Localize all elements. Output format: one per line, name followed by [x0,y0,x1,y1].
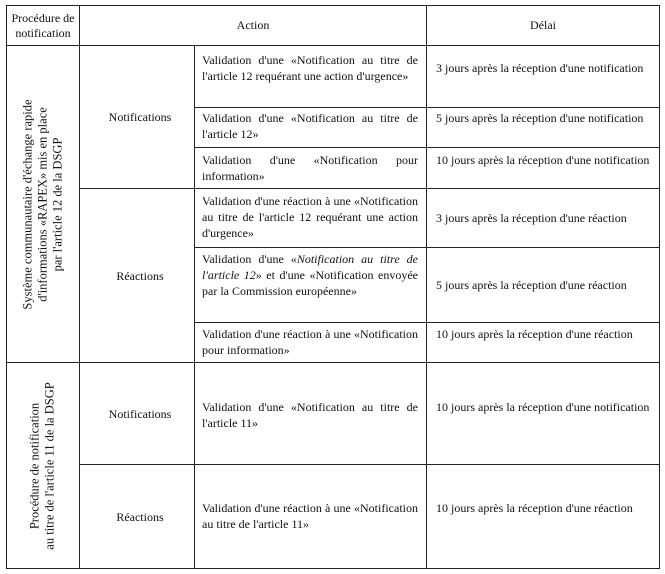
delai-cell: 3 jours après la réception d'une réaction [436,211,627,225]
rule [79,5,80,569]
group-title-line: Système communautaire d'échange rapide [20,98,35,310]
delai-text: 10 jours après la réception d'une notification [436,400,650,414]
rule [194,107,660,108]
rule [426,5,427,569]
rule [6,568,660,569]
rule [194,147,660,148]
delai-text: 10 jours après la réception d'une réaction [436,501,633,515]
subgroup-label-reactions: Réactions [116,268,164,283]
delai-cell [436,60,658,76]
action-cell: Validation d'une «Notification au titre de l'article 11» [202,400,418,430]
delai-text: 10 jours après la réception d'une notification [436,153,650,167]
group-title-line: par l'article 12 de la DSGP [50,137,65,271]
subgroup-label-notifications: Notifications [108,406,172,421]
delai-text: 5 jours après la réception d'une notification [436,111,644,125]
action-cell: Validation d'une «Notification pour information» [202,153,418,183]
action-cell: Validation d'une réaction à une «Notification au titre de l'article 12 requérant une action d'urgence» [202,194,418,240]
delai-text: 10 jours après la réception d'une réaction [436,327,633,341]
delai-cell: 5 jours après la réception d'une réaction [436,278,627,292]
delai-cell [436,110,658,126]
subgroup-label-notifications: Notifications [108,110,172,124]
delai-text: 3 jours après la réception d'une notification [436,61,644,75]
delai-cell [436,399,658,415]
rule [659,5,660,569]
delai-cell [436,326,658,342]
action-cell: Validation d'une réaction à une «Notification pour information» [202,327,418,357]
action-cell: Validation d'une réaction à une «Notification au titre de l'article 11» [202,501,418,531]
group-title-article-11 [7,363,79,568]
action-text-italic: Notification au titre de l'article 12 [202,252,419,282]
header-delai: Délai [530,18,556,32]
subgroup-label-reactions: Réactions [116,509,164,524]
action-cell: Validation d'une «Notification au titre de l'article 12 requérant une action d'urgence» [202,53,418,83]
rule [194,322,660,323]
group-title-line: Procédure de notification [28,402,42,529]
group-title-rapex [7,46,79,362]
rule [194,45,195,569]
action-cell [202,251,418,299]
action-text: » et d'une «Notification envoyée par la Commission européenne» [202,268,418,298]
header-action: Action [236,18,270,32]
action-cell: Validation d'une «Notification au titre de l'article 12» [202,111,418,141]
delai-cell [436,152,658,168]
action-text: Validation d'une « [202,252,297,266]
header-procedure: Procédure de notification [11,10,75,40]
delai-cell [436,500,658,516]
group-title-line: au titre de l'article 11 de la DSGP [43,381,57,550]
group-title-line: d'informations «RAPEX» mis en place [35,106,50,302]
